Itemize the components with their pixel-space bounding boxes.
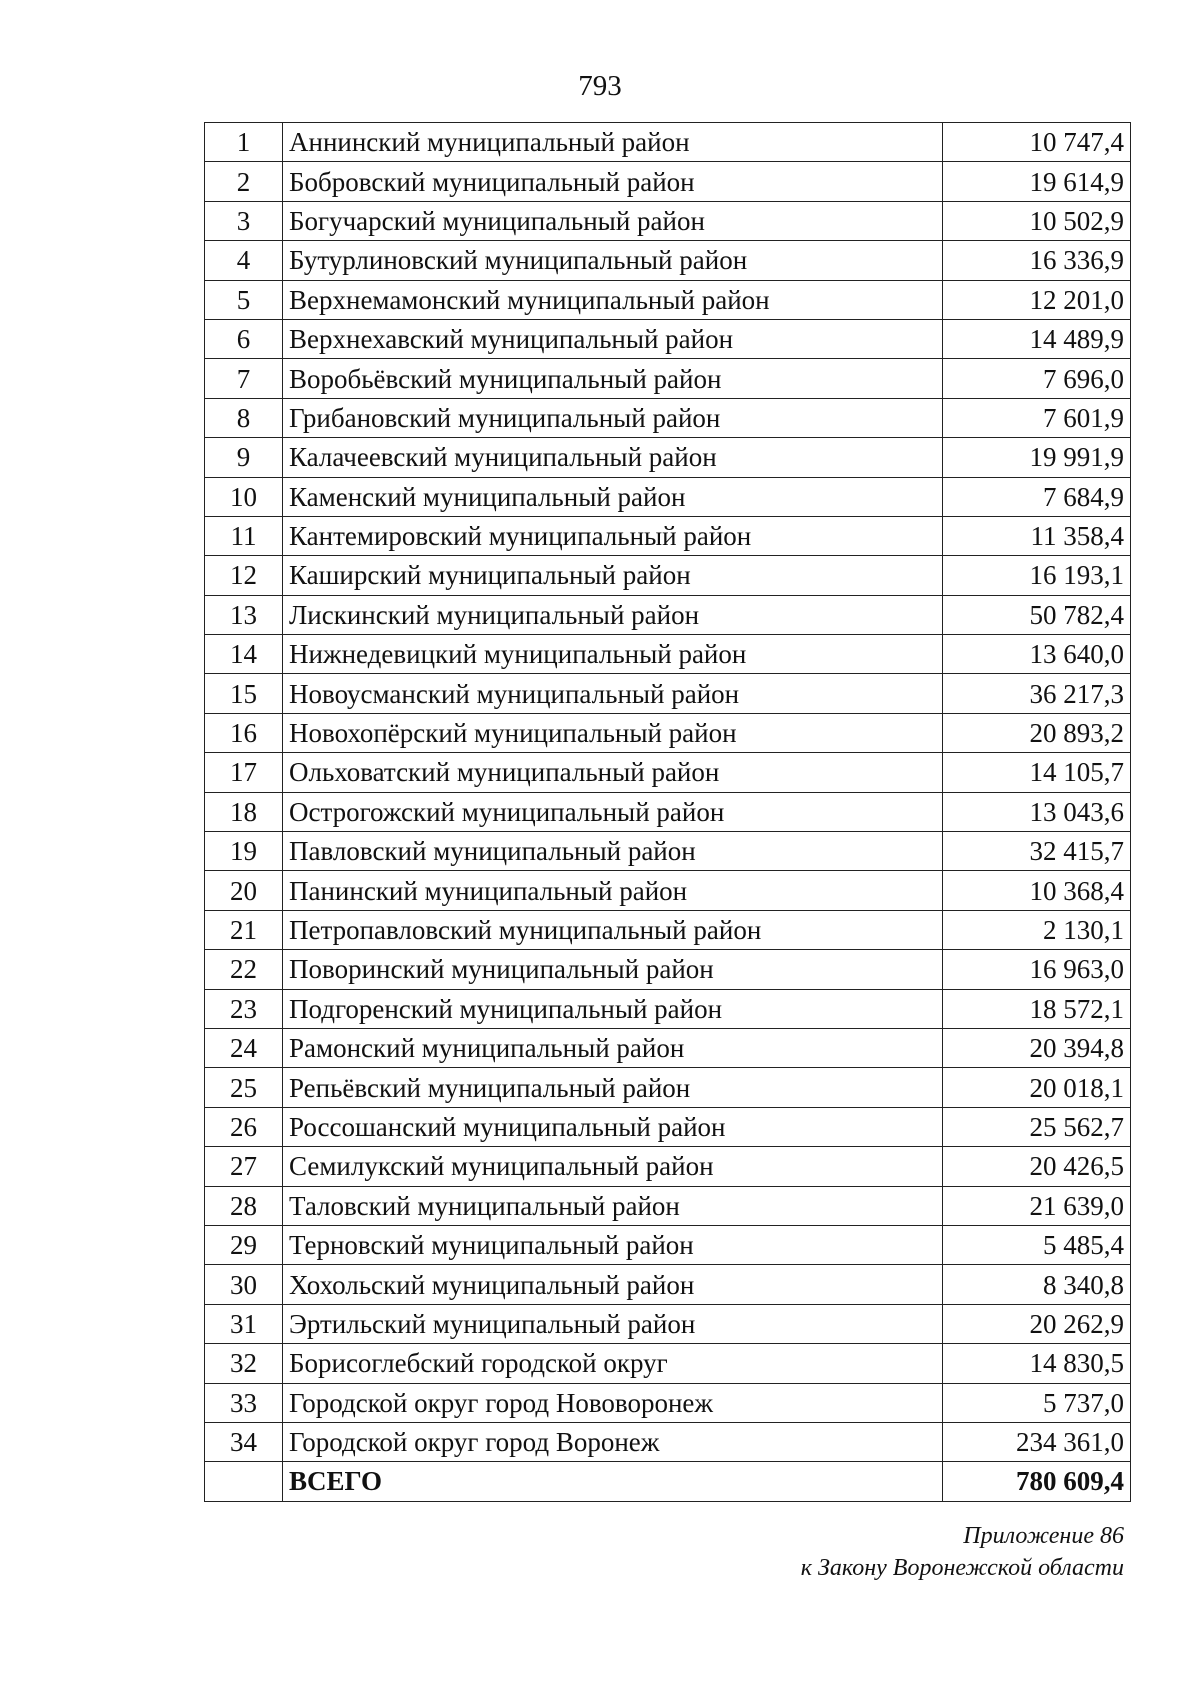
- district-name: Аннинский муниципальный район: [283, 123, 943, 162]
- table-row: [205, 753, 1131, 792]
- row-number: 33: [205, 1383, 283, 1422]
- row-number: 1: [205, 123, 283, 162]
- district-name: Павловский муниципальный район: [283, 832, 943, 871]
- district-value: 36 217,3: [943, 674, 1131, 713]
- table-row: [205, 1186, 1131, 1225]
- district-value: 11 358,4: [943, 516, 1131, 555]
- district-value: 10 747,4: [943, 123, 1131, 162]
- district-name: Бобровский муниципальный район: [283, 162, 943, 201]
- district-name: Лискинский муниципальный район: [283, 595, 943, 634]
- district-name: Новохопёрский муниципальный район: [283, 713, 943, 752]
- table-row: [205, 162, 1131, 201]
- district-name: Борисоглебский городской округ: [283, 1344, 943, 1383]
- table-row: [205, 1344, 1131, 1383]
- row-number: 4: [205, 241, 283, 280]
- table-row: [205, 1028, 1131, 1067]
- table-row: [205, 832, 1131, 871]
- district-value: 10 502,9: [943, 201, 1131, 240]
- row-number: 26: [205, 1107, 283, 1146]
- row-number: 32: [205, 1344, 283, 1383]
- district-name: Хохольский муниципальный район: [283, 1265, 943, 1304]
- row-number: 2: [205, 162, 283, 201]
- page-number: 793: [578, 70, 622, 102]
- district-name: Терновский муниципальный район: [283, 1225, 943, 1264]
- district-value: 234 361,0: [943, 1422, 1131, 1461]
- district-value: 13 640,0: [943, 635, 1131, 674]
- annex-title: Приложение 86: [963, 1523, 1124, 1549]
- district-name: Семилукский муниципальный район: [283, 1147, 943, 1186]
- district-name: Богучарский муниципальный район: [283, 201, 943, 240]
- total-row: [205, 1462, 1131, 1501]
- district-value: 21 639,0: [943, 1186, 1131, 1225]
- table-body: [205, 123, 1131, 1502]
- district-value: 32 415,7: [943, 832, 1131, 871]
- district-value: 14 489,9: [943, 319, 1131, 358]
- annex-caption: [801, 1520, 1124, 1584]
- district-value: 5 485,4: [943, 1225, 1131, 1264]
- district-value: 5 737,0: [943, 1383, 1131, 1422]
- district-value: 16 336,9: [943, 241, 1131, 280]
- allocation-table: [204, 122, 1131, 1502]
- district-name: Поворинский муниципальный район: [283, 950, 943, 989]
- table-row: [205, 635, 1131, 674]
- table-row: [205, 1225, 1131, 1264]
- district-name: Рамонский муниципальный район: [283, 1028, 943, 1067]
- table-row: [205, 1265, 1131, 1304]
- district-name: Городской округ город Воронеж: [283, 1422, 943, 1461]
- district-value: 10 368,4: [943, 871, 1131, 910]
- table-row: [205, 1383, 1131, 1422]
- annex-subtitle: к Закону Воронежской области: [800, 1555, 1124, 1581]
- district-name: Верхнехавский муниципальный район: [283, 319, 943, 358]
- table-row: [205, 674, 1131, 713]
- table-row: [205, 1147, 1131, 1186]
- district-value: 18 572,1: [943, 989, 1131, 1028]
- district-name: Острогожский муниципальный район: [283, 792, 943, 831]
- row-number: 8: [205, 398, 283, 437]
- row-number: 12: [205, 556, 283, 595]
- district-value: 16 193,1: [943, 556, 1131, 595]
- district-name: Репьёвский муниципальный район: [283, 1068, 943, 1107]
- district-name: Бутурлиновский муниципальный район: [283, 241, 943, 280]
- district-value: 8 340,8: [943, 1265, 1131, 1304]
- district-name: Нижнедевицкий муниципальный район: [283, 635, 943, 674]
- district-name: Россошанский муниципальный район: [283, 1107, 943, 1146]
- district-value: 14 105,7: [943, 753, 1131, 792]
- row-number: 9: [205, 438, 283, 477]
- row-number: 21: [205, 910, 283, 949]
- district-value: 7 684,9: [943, 477, 1131, 516]
- district-value: 19 614,9: [943, 162, 1131, 201]
- row-number: 14: [205, 635, 283, 674]
- district-name: Таловский муниципальный район: [283, 1186, 943, 1225]
- district-name: Эртильский муниципальный район: [283, 1304, 943, 1343]
- row-number: 20: [205, 871, 283, 910]
- district-value: 13 043,6: [943, 792, 1131, 831]
- table-row: [205, 713, 1131, 752]
- total-label: ВСЕГО: [283, 1462, 943, 1501]
- row-number: 34: [205, 1422, 283, 1461]
- table-row: [205, 1107, 1131, 1146]
- district-value: 20 018,1: [943, 1068, 1131, 1107]
- row-number: 7: [205, 359, 283, 398]
- district-value: 19 991,9: [943, 438, 1131, 477]
- table-row: [205, 989, 1131, 1028]
- district-value: 20 394,8: [943, 1028, 1131, 1067]
- district-name: Верхнемамонский муниципальный район: [283, 280, 943, 319]
- district-name: Петропавловский муниципальный район: [283, 910, 943, 949]
- table-row: [205, 438, 1131, 477]
- table-row: [205, 477, 1131, 516]
- table-row: [205, 595, 1131, 634]
- row-number: 24: [205, 1028, 283, 1067]
- row-number: 29: [205, 1225, 283, 1264]
- district-name: Каширский муниципальный район: [283, 556, 943, 595]
- row-number: 28: [205, 1186, 283, 1225]
- row-number: 16: [205, 713, 283, 752]
- district-name: Кантемировский муниципальный район: [283, 516, 943, 555]
- table-row: [205, 280, 1131, 319]
- district-value: 20 893,2: [943, 713, 1131, 752]
- table-row: [205, 950, 1131, 989]
- table-row: [205, 359, 1131, 398]
- table-row: [205, 201, 1131, 240]
- row-number: 13: [205, 595, 283, 634]
- row-number: 11: [205, 516, 283, 555]
- district-value: 20 426,5: [943, 1147, 1131, 1186]
- total-number-cell: [205, 1462, 283, 1501]
- table-row: [205, 1422, 1131, 1461]
- district-value: 2 130,1: [943, 910, 1131, 949]
- row-number: 23: [205, 989, 283, 1028]
- table-row: [205, 398, 1131, 437]
- table-row: [205, 516, 1131, 555]
- district-value: 14 830,5: [943, 1344, 1131, 1383]
- district-name: Каменский муниципальный район: [283, 477, 943, 516]
- table-row: [205, 1068, 1131, 1107]
- district-value: 50 782,4: [943, 595, 1131, 634]
- table-row: [205, 792, 1131, 831]
- district-value: 16 963,0: [943, 950, 1131, 989]
- district-name: Новоусманский муниципальный район: [283, 674, 943, 713]
- district-name: Панинский муниципальный район: [283, 871, 943, 910]
- total-value: 780 609,4: [943, 1462, 1131, 1501]
- row-number: 27: [205, 1147, 283, 1186]
- row-number: 18: [205, 792, 283, 831]
- row-number: 10: [205, 477, 283, 516]
- district-name: Ольховатский муниципальный район: [283, 753, 943, 792]
- table-row: [205, 319, 1131, 358]
- row-number: 15: [205, 674, 283, 713]
- row-number: 6: [205, 319, 283, 358]
- table-row: [205, 241, 1131, 280]
- row-number: 25: [205, 1068, 283, 1107]
- district-name: Подгоренский муниципальный район: [283, 989, 943, 1028]
- district-name: Грибановский муниципальный район: [283, 398, 943, 437]
- table-row: [205, 556, 1131, 595]
- row-number: 5: [205, 280, 283, 319]
- district-name: Воробьёвский муниципальный район: [283, 359, 943, 398]
- district-value: 12 201,0: [943, 280, 1131, 319]
- row-number: 22: [205, 950, 283, 989]
- district-value: 7 696,0: [943, 359, 1131, 398]
- district-value: 20 262,9: [943, 1304, 1131, 1343]
- row-number: 30: [205, 1265, 283, 1304]
- district-value: 7 601,9: [943, 398, 1131, 437]
- table-row: [205, 123, 1131, 162]
- row-number: 17: [205, 753, 283, 792]
- district-name: Калачеевский муниципальный район: [283, 438, 943, 477]
- district-name: Городской округ город Нововоронеж: [283, 1383, 943, 1422]
- row-number: 31: [205, 1304, 283, 1343]
- row-number: 3: [205, 201, 283, 240]
- table-row: [205, 871, 1131, 910]
- table-row: [205, 910, 1131, 949]
- district-value: 25 562,7: [943, 1107, 1131, 1146]
- row-number: 19: [205, 832, 283, 871]
- table-row: [205, 1304, 1131, 1343]
